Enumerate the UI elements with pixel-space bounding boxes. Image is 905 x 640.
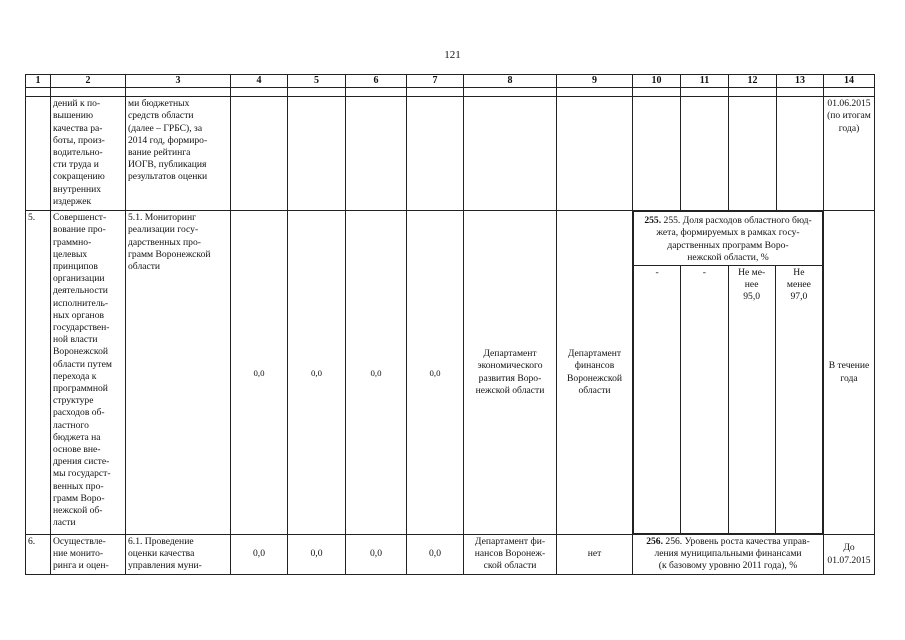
indicator-value-13-5: Не менее 97,0	[775, 266, 822, 534]
cell-deadline-continued: 01.06.2015 (по итогам года)	[824, 97, 875, 211]
header-col-2: 2	[51, 75, 126, 88]
plan-table	[25, 74, 875, 575]
cell-coexecutor-6: нет	[557, 535, 633, 575]
cell-executor-5: Департамент экономического развития Воро- нежской области	[464, 211, 557, 535]
cell-col6-6: 0,0	[346, 535, 407, 575]
header-col-1: 1	[26, 75, 51, 88]
header-col-14: 14	[824, 75, 875, 88]
cell-event-continued: ми бюджетных средств области (далее – ГРБС), за 2014 год, формиро- вание рейтинга ИОГВ, публикация результатов оценки	[126, 97, 231, 211]
indicator-value-11-5: -	[681, 266, 728, 534]
cell-deadline-6: До 01.07.2015	[824, 535, 875, 575]
header-col-4: 4	[231, 75, 288, 88]
header-col-13: 13	[777, 75, 824, 88]
header-col-9: 9	[557, 75, 633, 88]
table-row-continued	[26, 97, 875, 211]
indicator-text-5: 255. Доля расходов областного бюд- жета, формируемых в рамках госу- дарственных программ Воро- нежской области, %	[656, 215, 812, 263]
cell-col5-5: 0,0	[288, 211, 346, 535]
header-col-3: 3	[126, 75, 231, 88]
table-row-5	[26, 211, 875, 535]
cell-col7-6: 0,0	[407, 535, 464, 575]
indicator-table-5: 255. 255. Доля расходов областного бюд- жета, формируемых в рамках госу- дарственных программ Воро- нежской области, % - - Не ме- нее 95,0 Не менее 97,0	[633, 211, 823, 534]
cell-coexecutor-5: Департамент финансов Воронежской области	[557, 211, 633, 535]
cell-number-6: 6.	[26, 535, 51, 575]
header-col-11: 11	[681, 75, 729, 88]
header-col-8: 8	[464, 75, 557, 88]
indicator-block-5	[633, 211, 824, 535]
header-col-10: 10	[633, 75, 681, 88]
cell-measure-continued: дений к по- вышению качества ра- боты, произ- водительно- сти труда и сокращению внутренних издержек	[51, 97, 126, 211]
cell-col4-5: 0,0	[231, 211, 288, 535]
header-col-7: 7	[407, 75, 464, 88]
table-row-6: 6. Осуществле- ние монито- ринга и оцен- 6.1. Проведение оценки качества управления муни- 0,0 0,0 0,0 0,0 Департамент фи- нансов Воронеж- ской области нет 256. 256. Уровень роста качества управ- ления муниципальными финансами (к базовому уровню 2011 года), % До 01.07.2015	[26, 535, 875, 575]
header-col-12: 12	[729, 75, 777, 88]
page-number: 121	[444, 49, 461, 61]
cell-event-6: 6.1. Проведение оценки качества управления муни-	[126, 535, 231, 575]
header-col-6: 6	[346, 75, 407, 88]
cell-col5-6: 0,0	[288, 535, 346, 575]
cell-measure-6: Осуществле- ние монито- ринга и оцен-	[51, 535, 126, 575]
cell-measure-5: Совершенст- вование про- граммно- целевых принципов организации деятельности исполнитель- ных органов государствен- ной власти Воронежской области путем перехода к программной структуре расходов об- ластного бюджета на основе вне- дрения систе- мы государст- венных про- грамм Воро- нежской об- ласти	[51, 211, 126, 535]
cell-executor-6: Департамент фи- нансов Воронеж- ской области	[464, 535, 557, 575]
header-col-5: 5	[288, 75, 346, 88]
cell-col7-5: 0,0	[407, 211, 464, 535]
cell-event-5: 5.1. Мониторинг реализации госу- дарственных про- грамм Воронежской области	[126, 211, 231, 535]
indicator-text-6: 256. Уровень роста качества управ- ления муниципальными финансами (к базовому уровню 2011 года), %	[654, 536, 810, 572]
column-number-header	[26, 75, 875, 88]
cell-number-5: 5.	[26, 211, 51, 535]
indicator-value-10-5: -	[634, 266, 681, 534]
spacer-row	[26, 88, 875, 97]
cell-col6-5: 0,0	[346, 211, 407, 535]
cell-col4-6: 0,0	[231, 535, 288, 575]
cell-deadline-5: В течение года	[824, 211, 875, 535]
indicator-value-12-5: Не ме- нее 95,0	[728, 266, 775, 534]
